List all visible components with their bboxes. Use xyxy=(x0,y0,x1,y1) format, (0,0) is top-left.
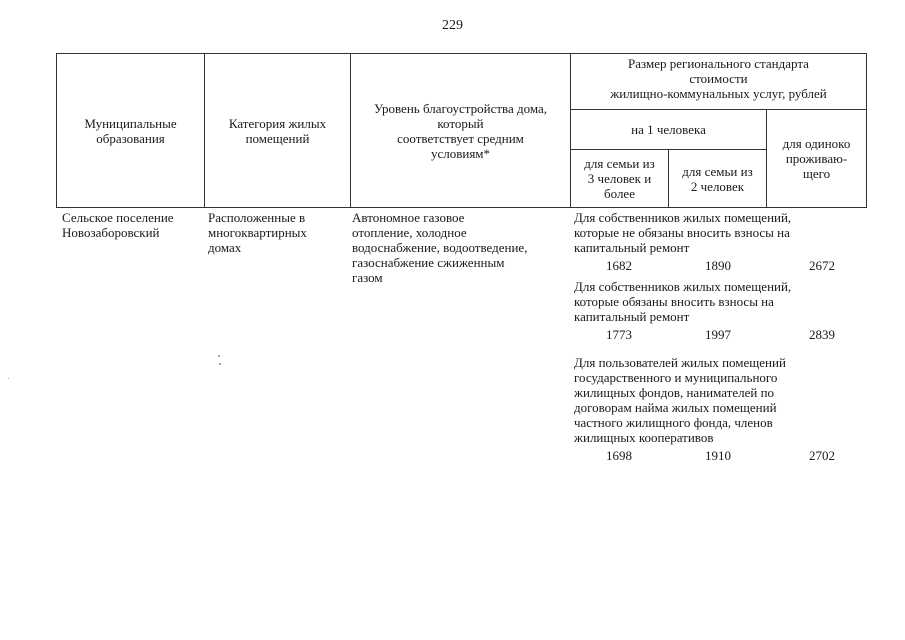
text-line: соответствует средним xyxy=(397,130,524,146)
text-line: для семьи из xyxy=(584,156,655,171)
text-line: Сельское поселение xyxy=(62,210,174,225)
text-line: который xyxy=(437,115,484,131)
text-line: Для пользователей жилых помещений xyxy=(574,355,786,370)
text-line: которые обязаны вносить взносы на xyxy=(574,294,774,309)
header-standard xyxy=(571,54,867,110)
header-family-2 xyxy=(669,150,767,208)
scan-speck xyxy=(219,363,221,365)
value-single: 2839 xyxy=(809,327,835,342)
text-line: Размер регионального стандарта xyxy=(628,56,809,71)
text-line: газоснабжение сжиженным xyxy=(352,255,505,270)
header-per-person: на 1 человека xyxy=(571,110,767,150)
tariff-values xyxy=(574,448,864,467)
text-line: для семьи из xyxy=(682,163,753,179)
condition-text xyxy=(574,355,864,445)
header-municipality xyxy=(57,54,205,208)
text-line: капитальный ремонт xyxy=(574,309,690,324)
text-line: которые не обязаны вносить взносы на xyxy=(574,225,790,240)
text-line: капитальный ремонт xyxy=(574,240,690,255)
header-municipality-text: Муниципальные образования xyxy=(84,115,177,146)
tariff-group xyxy=(574,279,864,346)
text-line: Новозаборовский xyxy=(62,225,160,240)
condition-text xyxy=(574,210,864,255)
header-category xyxy=(205,54,351,208)
text-line: 3 человек и xyxy=(587,171,652,186)
text-line: 2 человек xyxy=(690,178,745,194)
category-cell xyxy=(208,210,346,255)
header-level-text xyxy=(354,101,567,161)
header-family-3 xyxy=(571,150,669,208)
text-line: многоквартирных xyxy=(208,225,307,240)
header-family-2-text xyxy=(672,164,763,194)
text-line: жилищно-коммунальных услуг, рублей xyxy=(610,86,827,101)
tariff-table-header xyxy=(56,53,867,208)
value-single: 2702 xyxy=(809,448,835,463)
text-line: домах xyxy=(208,240,242,255)
tariff-groups xyxy=(574,210,864,467)
tariff-group xyxy=(574,210,864,277)
text-line: условиям* xyxy=(430,145,491,161)
value-single: 2672 xyxy=(809,258,835,273)
page-number: 229 xyxy=(442,18,463,33)
text-line: Автономное газовое xyxy=(352,210,465,225)
text-line: стоимости xyxy=(689,71,748,86)
municipality-cell xyxy=(62,210,202,240)
text-line: Уровень благоустройства дома, xyxy=(373,100,548,116)
header-category-text: Категория жилых помещений xyxy=(228,115,327,146)
condition-text xyxy=(574,279,864,324)
text-line: водоснабжение, водоотведение, xyxy=(352,240,528,255)
text-line: Для собственников жилых помещений, xyxy=(574,279,792,294)
tariff-group xyxy=(574,355,864,467)
text-line: более xyxy=(604,186,635,201)
level-cell xyxy=(352,210,564,285)
header-single-text xyxy=(770,136,863,181)
value-family-2: 1910 xyxy=(705,448,731,463)
text-line: жилищных кооперативов xyxy=(574,430,714,445)
value-family-3: 1698 xyxy=(606,448,632,463)
header-level xyxy=(351,54,571,208)
value-family-2: 1890 xyxy=(705,258,731,273)
text-line: жилищных фондов, нанимателей по xyxy=(574,385,775,400)
header-single xyxy=(767,110,867,208)
header-family-3-text xyxy=(574,156,665,201)
text-line: щего xyxy=(802,166,831,181)
text-line: отопление, холодное xyxy=(352,225,467,240)
text-line: частного жилищного фонда, членов xyxy=(574,415,773,430)
header-standard-text xyxy=(574,56,863,101)
scan-speck xyxy=(218,355,220,357)
text-line: проживаю- xyxy=(785,151,848,166)
scan-speck xyxy=(8,378,9,379)
text-line: Расположенные в xyxy=(208,210,306,225)
tariff-values xyxy=(574,327,864,346)
value-family-2: 1997 xyxy=(705,327,731,342)
text-line: для одиноко xyxy=(782,136,851,151)
text-line: договорам найма жилых помещений xyxy=(574,400,777,415)
value-family-3: 1682 xyxy=(606,258,632,273)
text-line: государственного и муниципального xyxy=(574,370,778,385)
tariff-values xyxy=(574,258,864,277)
text-line: Для собственников жилых помещений, xyxy=(574,210,792,225)
value-family-3: 1773 xyxy=(606,327,632,342)
text-line: газом xyxy=(352,270,383,285)
